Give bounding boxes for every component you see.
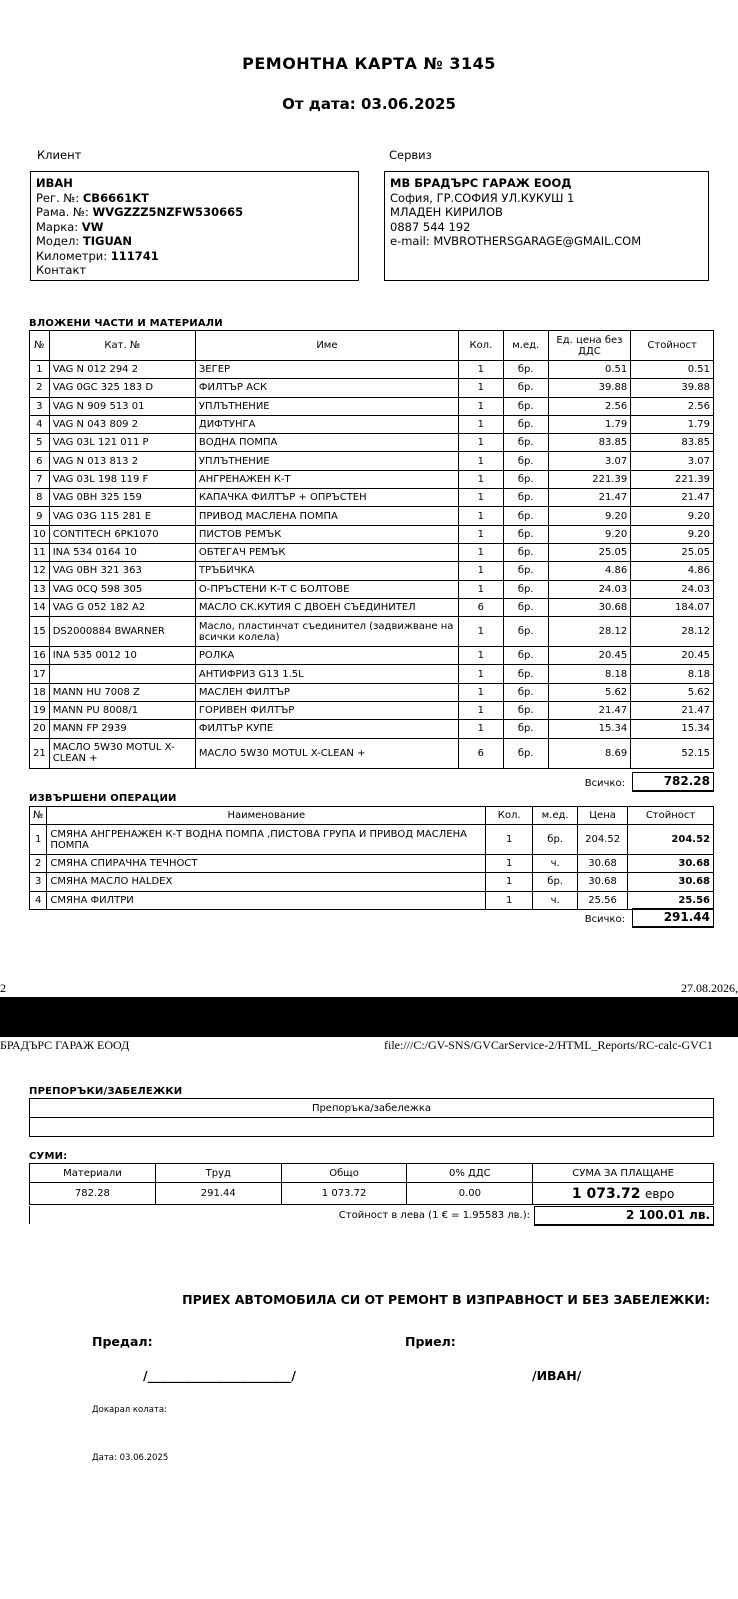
print-date: 27.08.2026, <box>681 981 738 995</box>
received-label: Приел: <box>405 1334 456 1349</box>
row-qty: 1 <box>458 361 503 379</box>
ops-header-num: № <box>30 807 47 825</box>
row-unit-price: 9.20 <box>548 525 631 543</box>
table-row <box>30 647 714 665</box>
row-num: 19 <box>30 702 50 720</box>
op-unit: бр. <box>533 825 578 855</box>
row-qty: 1 <box>458 470 503 488</box>
row-unit-price: 15.34 <box>548 720 631 738</box>
row-qty: 1 <box>458 720 503 738</box>
row-qty: 1 <box>458 683 503 701</box>
parts-header-num: № <box>30 331 50 361</box>
table-row <box>30 415 714 433</box>
client-name: ИВАН <box>36 176 73 190</box>
row-qty: 1 <box>458 415 503 433</box>
bgn-value: 2 100.01 лв. <box>534 1206 714 1226</box>
row-value: 2.56 <box>631 397 714 415</box>
row-name: РОЛКА <box>195 647 458 665</box>
row-value: 8.18 <box>631 665 714 683</box>
row-num: 3 <box>30 397 50 415</box>
row-unit-price: 21.47 <box>548 702 631 720</box>
row-num: 21 <box>30 738 50 768</box>
op-unit: ч. <box>533 855 578 873</box>
row-num: 17 <box>30 665 50 683</box>
client-reg: CB6661KT <box>82 190 149 205</box>
row-cat-no: VAG N 013 813 2 <box>49 452 195 470</box>
row-value: 5.62 <box>631 683 714 701</box>
row-qty: 1 <box>458 665 503 683</box>
row-cat-no: VAG 0CQ 598 305 <box>49 580 195 598</box>
row-name: ВОДНА ПОМПА <box>195 434 458 452</box>
client-vin: WVGZZZ5NZFW530665 <box>92 205 244 219</box>
row-unit-price: 39.88 <box>548 379 631 397</box>
document-date: От дата: 03.06.2025 <box>282 95 456 113</box>
row-unit: бр. <box>503 452 548 470</box>
row-qty: 1 <box>458 702 503 720</box>
row-value: 39.88 <box>631 379 714 397</box>
reg-label: Рег. №: <box>36 190 80 205</box>
op-value: 30.68 <box>628 855 714 873</box>
op-value: 25.56 <box>628 891 714 909</box>
make-label: Марка: <box>36 219 79 234</box>
table-row <box>30 683 714 701</box>
received-signature: /ИВАН/ <box>532 1368 582 1383</box>
row-cat-no: VAG 03G 115 281 E <box>49 507 195 525</box>
sums-header-payable: СУМА ЗА ПЛАЩАНЕ <box>533 1164 714 1183</box>
row-value: 83.85 <box>631 434 714 452</box>
row-value: 52.15 <box>631 738 714 768</box>
service-box <box>384 171 709 281</box>
row-num: 10 <box>30 525 50 543</box>
table-row <box>30 702 714 720</box>
row-unit: бр. <box>503 665 548 683</box>
row-unit: бр. <box>503 507 548 525</box>
acceptance-statement: ПРИЕХ АВТОМОБИЛА СИ ОТ РЕМОНТ В ИЗПРАВНОСТ И БЕЗ ЗАБЕЛЕЖКИ: <box>182 1292 710 1307</box>
row-value: 184.07 <box>631 598 714 616</box>
service-section-label: Сервиз <box>389 148 432 162</box>
row-value: 1.79 <box>631 415 714 433</box>
row-unit-price: 221.39 <box>548 470 631 488</box>
parts-header-cat: Кат. № <box>49 331 195 361</box>
row-cat-no: МАСЛО 5W30 MOTUL X-CLEAN + <box>49 738 195 768</box>
table-row <box>30 855 714 873</box>
table-row <box>30 543 714 561</box>
row-value: 9.20 <box>631 525 714 543</box>
row-cat-no: MANN PU 8008/1 <box>49 702 195 720</box>
recommendations-text <box>30 1118 714 1137</box>
op-num: 4 <box>30 891 47 909</box>
row-unit: бр. <box>503 489 548 507</box>
row-name: ПРИВОД МАСЛЕНА ПОМПА <box>195 507 458 525</box>
table-row <box>30 665 714 683</box>
row-unit-price: 5.62 <box>548 683 631 701</box>
operations-section-title: ИЗВЪРШЕНИ ОПЕРАЦИИ <box>29 793 177 804</box>
row-name: ФИЛТЪР АСК <box>195 379 458 397</box>
row-unit: бр. <box>503 525 548 543</box>
row-cat-no: INA 534 0164 10 <box>49 543 195 561</box>
row-qty: 1 <box>458 647 503 665</box>
client-model: TIGUAN <box>82 234 132 248</box>
sums-payable-currency: евро <box>644 1186 675 1201</box>
sums-header-materials: Материали <box>30 1164 156 1183</box>
service-phone: 0887 544 192 <box>390 219 471 234</box>
row-name: АНГРЕНАЖЕН К-Т <box>195 470 458 488</box>
row-value: 24.03 <box>631 580 714 598</box>
row-name: МАСЛЕН ФИЛТЪР <box>195 683 458 701</box>
row-num: 20 <box>30 720 50 738</box>
client-contact-label: Контакт <box>36 263 87 277</box>
row-unit: бр. <box>503 415 548 433</box>
table-row <box>30 562 714 580</box>
row-unit: бр. <box>503 683 548 701</box>
parts-header-name: Име <box>195 331 458 361</box>
table-row <box>30 452 714 470</box>
page-number: 2 <box>0 981 6 995</box>
delivered-by-label: Докарал колата: <box>92 1405 167 1415</box>
ops-header-name: Наименование <box>47 807 486 825</box>
op-num: 1 <box>30 825 47 855</box>
table-row <box>30 873 714 891</box>
row-unit-price: 3.07 <box>548 452 631 470</box>
row-name: УПЛЪТНЕНИЕ <box>195 397 458 415</box>
row-num: 14 <box>30 598 50 616</box>
table-row <box>30 434 714 452</box>
row-value: 3.07 <box>631 452 714 470</box>
row-unit-price: 8.69 <box>548 738 631 768</box>
row-num: 16 <box>30 647 50 665</box>
row-cat-no: VAG 03L 121 011 P <box>49 434 195 452</box>
sums-header-total: Общо <box>281 1164 407 1183</box>
row-unit-price: 9.20 <box>548 507 631 525</box>
row-qty: 1 <box>458 617 503 647</box>
row-name: ДИФТУНГА <box>195 415 458 433</box>
row-value: 221.39 <box>631 470 714 488</box>
row-cat-no: VAG 0BH 321 363 <box>49 562 195 580</box>
row-cat-no: DS2000884 BWARNER <box>49 617 195 647</box>
row-unit: бр. <box>503 617 548 647</box>
row-value: 25.05 <box>631 543 714 561</box>
row-unit: бр. <box>503 580 548 598</box>
parts-header-qty: Кол. <box>458 331 503 361</box>
table-row <box>30 470 714 488</box>
km-label: Километри: <box>36 248 108 263</box>
service-person: МЛАДЕН КИРИЛОВ <box>390 205 503 219</box>
footer-file-path: file:///C:/GV-SNS/GVCarService-2/HTML_Reports/RC-calc-GVC1 <box>384 1038 713 1052</box>
row-name: ТРЪБИЧКА <box>195 562 458 580</box>
row-unit-price: 21.47 <box>548 489 631 507</box>
row-unit: бр. <box>503 543 548 561</box>
row-unit-price: 24.03 <box>548 580 631 598</box>
row-num: 13 <box>30 580 50 598</box>
sums-labor: 291.44 <box>155 1183 281 1205</box>
client-box <box>30 171 359 281</box>
row-cat-no <box>49 665 195 683</box>
sums-section-title: СУМИ: <box>29 1151 68 1162</box>
row-qty: 1 <box>458 397 503 415</box>
service-address: София, ГР.СОФИЯ УЛ.КУКУШ 1 <box>390 190 575 205</box>
row-unit-price: 83.85 <box>548 434 631 452</box>
ops-header-price: Цена <box>578 807 628 825</box>
row-value: 15.34 <box>631 720 714 738</box>
op-price: 30.68 <box>578 855 628 873</box>
sums-header-labor: Труд <box>155 1164 281 1183</box>
row-qty: 6 <box>458 738 503 768</box>
parts-header-unit: м.ед. <box>503 331 548 361</box>
parts-total-value: 782.28 <box>632 772 714 792</box>
handed-label: Предал: <box>92 1334 153 1349</box>
row-num: 12 <box>30 562 50 580</box>
row-unit: бр. <box>503 361 548 379</box>
model-label: Модел: <box>36 234 80 248</box>
row-unit-price: 30.68 <box>548 598 631 616</box>
op-qty: 1 <box>486 873 533 891</box>
row-unit-price: 25.05 <box>548 543 631 561</box>
row-unit: бр. <box>503 379 548 397</box>
table-row <box>30 489 714 507</box>
parts-header-value: Стойност <box>631 331 714 361</box>
table-row <box>30 397 714 415</box>
footer-company: БРАДЪРС ГАРАЖ ЕООД <box>0 1038 130 1052</box>
row-qty: 1 <box>458 507 503 525</box>
op-qty: 1 <box>486 825 533 855</box>
client-km: 111741 <box>110 248 159 263</box>
row-unit: бр. <box>503 434 548 452</box>
row-name: ГОРИВЕН ФИЛТЪР <box>195 702 458 720</box>
recommendations-section-title: ПРЕПОРЪКИ/ЗАБЕЛЕЖКИ <box>29 1086 183 1097</box>
operations-total-value: 291.44 <box>632 908 714 928</box>
op-unit: ч. <box>533 891 578 909</box>
op-name: СМЯНА СПИРАЧНА ТЕЧНОСТ <box>47 855 486 873</box>
row-num: 2 <box>30 379 50 397</box>
op-price: 30.68 <box>578 873 628 891</box>
row-cat-no: VAG 03L 198 119 F <box>49 470 195 488</box>
row-cat-no: INA 535 0012 10 <box>49 647 195 665</box>
recommendations-table <box>29 1098 714 1137</box>
client-section-label: Клиент <box>37 148 82 162</box>
sums-header-vat: 0% ДДС <box>407 1164 533 1183</box>
table-row <box>30 379 714 397</box>
row-qty: 1 <box>458 379 503 397</box>
row-name: ПИСТОВ РЕМЪК <box>195 525 458 543</box>
op-qty: 1 <box>486 855 533 873</box>
row-name: Масло, пластинчат съединител (задвижване на всички колела) <box>195 617 458 647</box>
parts-total-label: Всичко: <box>584 778 625 789</box>
row-cat-no: VAG G 052 182 A2 <box>49 598 195 616</box>
table-row <box>30 361 714 379</box>
service-name: МВ БРАДЪРС ГАРАЖ ЕООД <box>390 176 572 190</box>
row-num: 9 <box>30 507 50 525</box>
table-row <box>30 598 714 616</box>
row-num: 8 <box>30 489 50 507</box>
sums-table <box>29 1163 714 1205</box>
row-name: АНТИФРИЗ G13 1.5L <box>195 665 458 683</box>
row-qty: 6 <box>458 598 503 616</box>
row-name: ЗЕГЕР <box>195 361 458 379</box>
table-row <box>30 580 714 598</box>
row-unit-price: 4.86 <box>548 562 631 580</box>
client-make: VW <box>81 219 104 234</box>
row-value: 4.86 <box>631 562 714 580</box>
row-name: МАСЛО СК.КУТИЯ С ДВОЕН СЪЕДИНИТЕЛ <box>195 598 458 616</box>
sums-payable: 1 073.72 <box>571 1185 641 1202</box>
row-unit: бр. <box>503 720 548 738</box>
ops-header-unit: м.ед. <box>533 807 578 825</box>
row-num: 11 <box>30 543 50 561</box>
op-value: 30.68 <box>628 873 714 891</box>
row-num: 6 <box>30 452 50 470</box>
table-row <box>30 720 714 738</box>
table-row <box>30 507 714 525</box>
row-qty: 1 <box>458 562 503 580</box>
row-unit: бр. <box>503 562 548 580</box>
row-num: 5 <box>30 434 50 452</box>
row-qty: 1 <box>458 543 503 561</box>
table-row <box>30 738 714 768</box>
row-cat-no: VAG N 909 513 01 <box>49 397 195 415</box>
bgn-label: Стойност в лева (1 € = 1.95583 лв.): <box>338 1210 530 1221</box>
row-qty: 1 <box>458 452 503 470</box>
op-num: 2 <box>30 855 47 873</box>
op-name: СМЯНА ФИЛТРИ <box>47 891 486 909</box>
row-unit: бр. <box>503 702 548 720</box>
row-num: 7 <box>30 470 50 488</box>
table-row <box>30 891 714 909</box>
row-name: УПЛЪТНЕНИЕ <box>195 452 458 470</box>
row-name: МАСЛО 5W30 MOTUL X-CLEAN + <box>195 738 458 768</box>
row-num: 18 <box>30 683 50 701</box>
row-name: ОБТЕГАЧ РЕМЪК <box>195 543 458 561</box>
row-unit-price: 8.18 <box>548 665 631 683</box>
parts-table <box>29 330 714 769</box>
row-qty: 1 <box>458 525 503 543</box>
row-unit: бр. <box>503 738 548 768</box>
op-qty: 1 <box>486 891 533 909</box>
row-unit: бр. <box>503 397 548 415</box>
op-num: 3 <box>30 873 47 891</box>
row-num: 4 <box>30 415 50 433</box>
row-unit-price: 1.79 <box>548 415 631 433</box>
row-num: 1 <box>30 361 50 379</box>
vin-label: Рама. №: <box>36 205 89 219</box>
parts-section-title: ВЛОЖЕНИ ЧАСТИ И МАТЕРИАЛИ <box>29 318 223 329</box>
row-unit-price: 20.45 <box>548 647 631 665</box>
row-value: 20.45 <box>631 647 714 665</box>
row-cat-no: MANN HU 7008 Z <box>49 683 195 701</box>
sums-materials: 782.28 <box>30 1183 156 1205</box>
row-cat-no: VAG 0BH 325 159 <box>49 489 195 507</box>
row-value: 28.12 <box>631 617 714 647</box>
row-value: 21.47 <box>631 489 714 507</box>
table-row <box>30 525 714 543</box>
op-unit: бр. <box>533 873 578 891</box>
row-unit-price: 0.51 <box>548 361 631 379</box>
row-value: 21.47 <box>631 702 714 720</box>
row-cat-no: VAG 0GC 325 183 D <box>49 379 195 397</box>
ops-header-value: Стойност <box>628 807 714 825</box>
row-unit: бр. <box>503 598 548 616</box>
page-break-bar <box>0 997 738 1037</box>
row-cat-no: VAG N 043 809 2 <box>49 415 195 433</box>
parts-header-price: Ед. цена без ДДС <box>548 331 631 361</box>
acceptance-date: Дата: 03.06.2025 <box>92 1453 169 1463</box>
row-cat-no: MANN FP 2939 <box>49 720 195 738</box>
row-unit-price: 2.56 <box>548 397 631 415</box>
table-row <box>30 617 714 647</box>
document-title: РЕМОНТНА КАРТА № 3145 <box>242 54 496 73</box>
row-unit: бр. <box>503 647 548 665</box>
row-cat-no: VAG N 012 294 2 <box>49 361 195 379</box>
op-name: СМЯНА АНГРЕНАЖЕН К-Т ВОДНА ПОМПА ,ПИСТОВА ГРУПА И ПРИВОД МАСЛЕНА ПОМПА <box>47 825 486 855</box>
sums-total: 1 073.72 <box>281 1183 407 1205</box>
op-name: СМЯНА МАСЛО HALDEX <box>47 873 486 891</box>
row-value: 0.51 <box>631 361 714 379</box>
row-value: 9.20 <box>631 507 714 525</box>
op-value: 204.52 <box>628 825 714 855</box>
op-price: 25.56 <box>578 891 628 909</box>
row-num: 15 <box>30 617 50 647</box>
row-cat-no: CONTITECH 6PK1070 <box>49 525 195 543</box>
handed-signature-line: /_______________________/ <box>143 1368 296 1383</box>
ops-header-qty: Кол. <box>486 807 533 825</box>
row-qty: 1 <box>458 580 503 598</box>
recommendations-header: Препоръка/забележка <box>30 1099 714 1118</box>
row-qty: 1 <box>458 489 503 507</box>
row-unit: бр. <box>503 470 548 488</box>
service-email: e-mail: MVBROTHERSGARAGE@GMAIL.COM <box>390 234 642 248</box>
sums-vat: 0.00 <box>407 1183 533 1205</box>
operations-total-label: Всичко: <box>584 914 625 925</box>
row-name: О-ПРЪСТЕНИ К-Т С БОЛТОВЕ <box>195 580 458 598</box>
table-row <box>30 825 714 855</box>
row-name: ФИЛТЪР КУПЕ <box>195 720 458 738</box>
op-price: 204.52 <box>578 825 628 855</box>
row-unit-price: 28.12 <box>548 617 631 647</box>
operations-table <box>29 806 714 910</box>
row-qty: 1 <box>458 434 503 452</box>
row-name: КАПАЧКА ФИЛТЪР + ОПРЪСТЕН <box>195 489 458 507</box>
